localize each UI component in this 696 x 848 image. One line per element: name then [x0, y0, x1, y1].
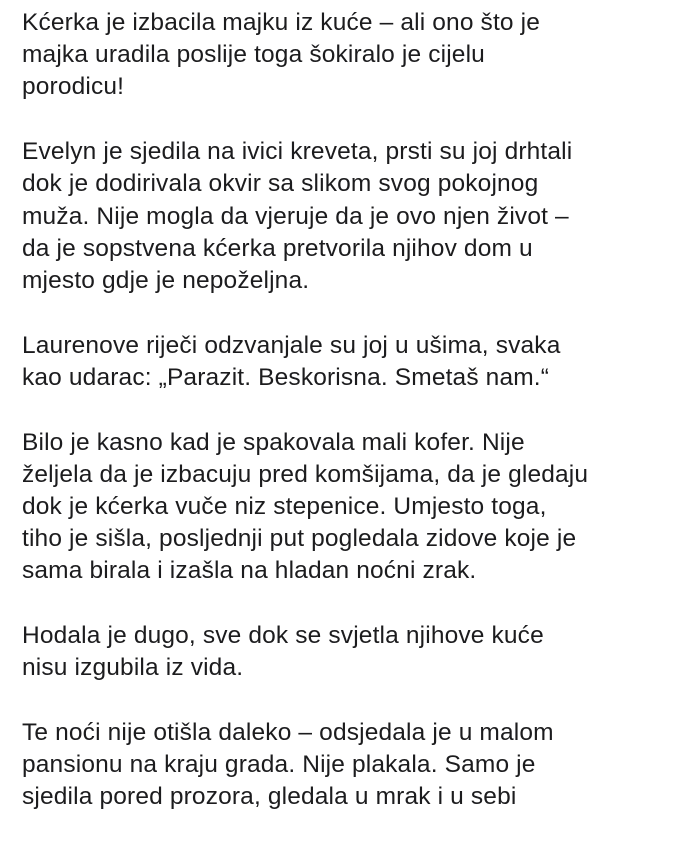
text-line: porodicu! [22, 73, 125, 101]
paragraph [22, 717, 690, 814]
text-line: Te noći nije otišla daleko – odsjedala je u malom [22, 718, 554, 746]
text-line: pansionu na kraju grada. Nije plakala. Samo je [22, 751, 536, 779]
text-line: Bilo je kasno kad je spakovala mali kofer. Nije [22, 428, 525, 456]
paragraph [22, 330, 690, 394]
text-line: kao udarac: „Parazit. Beskorisna. Smetaš nam.“ [22, 363, 550, 391]
text-line: Laurenove riječi odzvanjale su joj u ušima, svaka [22, 331, 561, 359]
text-line: sjedila pored prozora, gledala u mrak i u sebi [22, 783, 517, 811]
text-line: željela da je izbacuju pred komšijama, da je gledaju [22, 460, 589, 488]
text-line: majka uradila poslije toga šokiralo je cijelu [22, 41, 485, 69]
text-line: dok je kćerka vuče niz stepenice. Umjesto toga, [22, 492, 547, 520]
text-line: tiho je sišla, posljednji put pogledala zidove koje je [22, 525, 577, 553]
text-line: da je sopstvena kćerka pretvorila njihov dom u [22, 234, 533, 262]
text-line: Hodala je dugo, sve dok se svjetla njihove kuće [22, 622, 544, 650]
text-line: Kćerka je izbacila majku iz kuće – ali ono što je [22, 9, 541, 36]
paragraph-title [22, 7, 690, 104]
paragraph [22, 620, 690, 684]
document-body [22, 7, 690, 846]
text-line: muža. Nije mogla da vjeruje da je ovo njen život – [22, 202, 569, 230]
paragraph [22, 136, 690, 297]
text-line: nisu izgubila iz vida. [22, 654, 244, 682]
text-line: dok je dodirivala okvir sa slikom svog pokojnog [22, 170, 539, 198]
text-line: Evelyn je sjedila na ivici kreveta, prsti su joj drhtali [22, 138, 573, 166]
text-line: mjesto gdje je nepoželjna. [22, 266, 310, 294]
text-line: sama birala i izašla na hladan noćni zrak. [22, 557, 477, 585]
paragraph [22, 427, 690, 588]
